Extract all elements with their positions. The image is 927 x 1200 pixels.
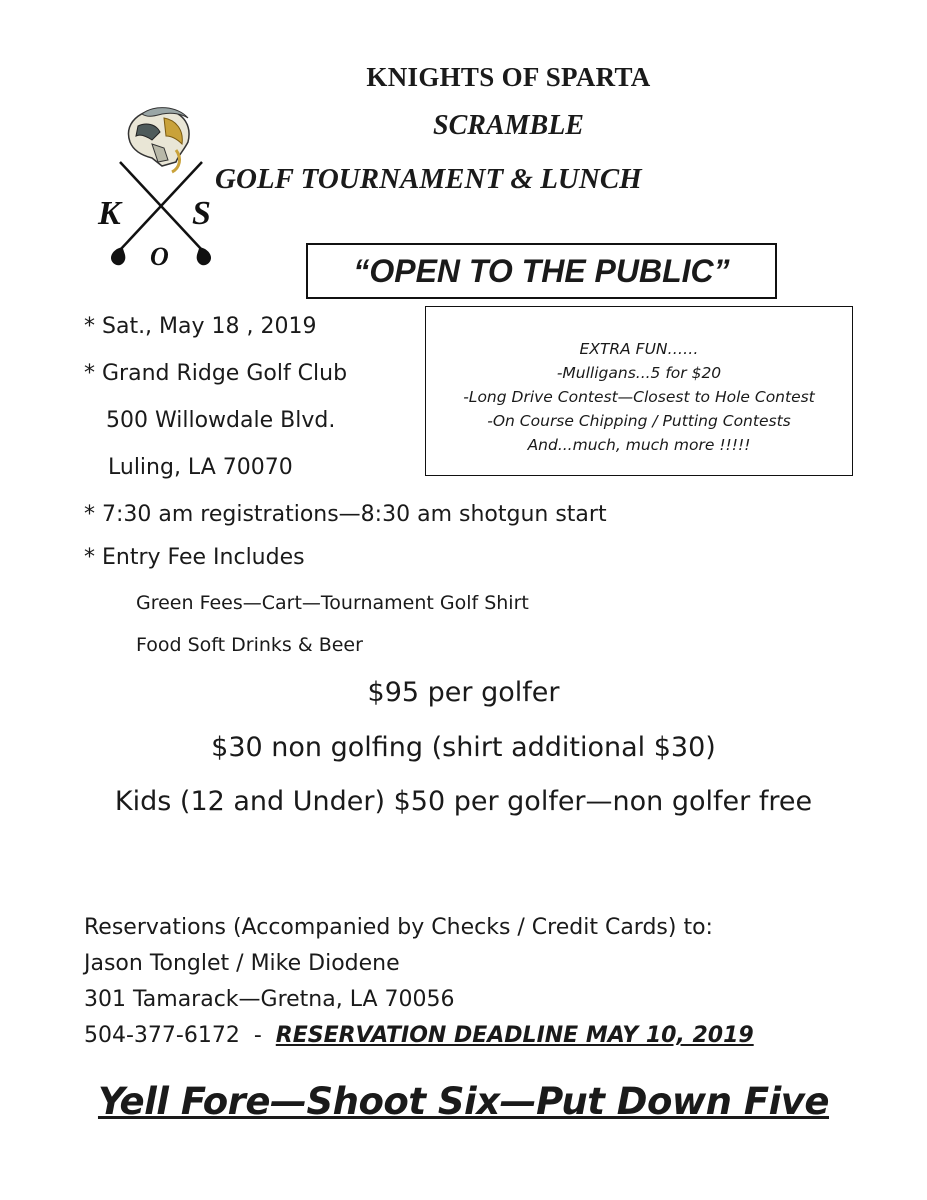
open-to-public-banner: “OPEN TO THE PUBLIC” (306, 243, 777, 299)
venue-address-line2: Luling, LA 70070 (108, 455, 293, 480)
entry-fee-includes-line2: Food Soft Drinks & Beer (136, 634, 363, 656)
extra-fun-item: And...much, much more !!!!! (527, 436, 751, 454)
event-name: GOLF TOURNAMENT & LUNCH (215, 163, 642, 195)
extra-fun-box (425, 306, 853, 476)
extra-fun-item: -On Course Chipping / Putting Contests (487, 412, 791, 430)
reservations-address: 301 Tamarack—Gretna, LA 70056 (84, 987, 455, 1012)
venue-address-line1: 500 Willowdale Blvd. (106, 408, 336, 433)
logo-letter-s: S (192, 195, 211, 232)
event-date: * Sat., May 18 , 2019 (84, 314, 317, 339)
entry-fee-includes-line1: Green Fees—Cart—Tournament Golf Shirt (136, 592, 529, 614)
event-format: SCRAMBLE (433, 110, 584, 141)
price-kids: Kids (12 and Under) $50 per golfer—non golfer free (114, 786, 813, 817)
logo-letter-k: K (98, 195, 121, 232)
extra-fun-item: -Long Drive Contest—Closest to Hole Contest (463, 388, 815, 406)
extra-fun-heading: EXTRA FUN…… (579, 340, 699, 358)
reservation-deadline: RESERVATION DEADLINE MAY 10, 2019 (275, 1023, 754, 1048)
slogan: Yell Fore—Shoot Six—Put Down Five (97, 1080, 830, 1123)
reservations-phone-line (84, 1023, 754, 1048)
price-non-golfing: $30 non golfing (shirt additional $30) (211, 732, 716, 763)
entry-fee-heading: * Entry Fee Includes (84, 545, 305, 570)
event-schedule: * 7:30 am registrations—8:30 am shotgun start (84, 502, 607, 527)
price-golfer: $95 per golfer (367, 677, 560, 708)
event-venue: * Grand Ridge Golf Club (84, 361, 348, 386)
logo-letter-o: O (150, 242, 169, 271)
org-title: KNIGHTS OF SPARTA (366, 62, 651, 92)
reservations-line1: Reservations (Accompanied by Checks / Credit Cards) to: (84, 915, 713, 940)
extra-fun-item: -Mulligans...5 for $20 (556, 364, 722, 382)
reservations-phone: 504-377-6172 - (84, 1023, 276, 1048)
reservations-contacts: Jason Tonglet / Mike Diodene (84, 951, 400, 976)
